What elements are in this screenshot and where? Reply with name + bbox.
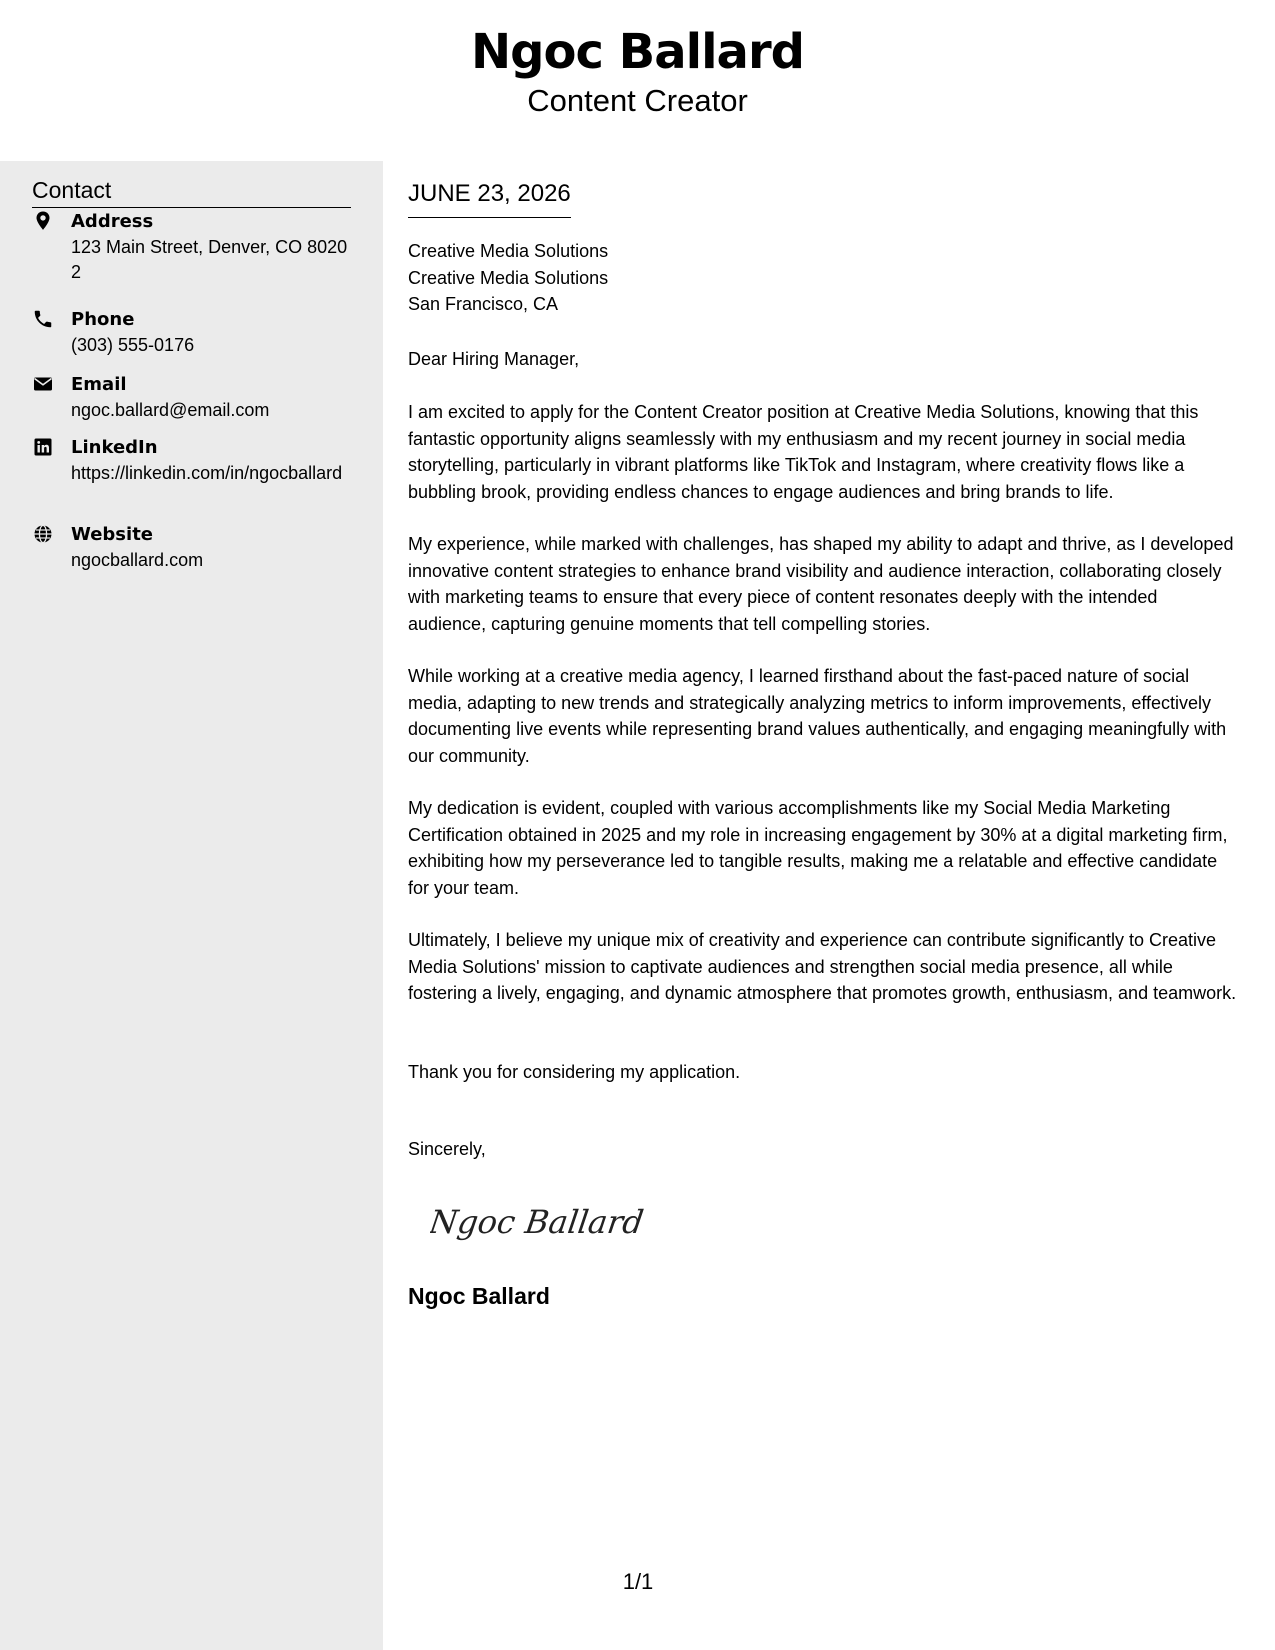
applicant-name: Ngoc Ballard bbox=[471, 24, 804, 80]
signer-name: Ngoc Ballard bbox=[408, 1283, 550, 1309]
page-number: 1/1 bbox=[622, 1569, 654, 1594]
recipient-line: Creative Media Solutions bbox=[408, 241, 609, 261]
contact-label: Address bbox=[71, 211, 154, 232]
contact-value: (303) 555-0176 bbox=[71, 335, 195, 355]
signature-image bbox=[430, 1191, 660, 1251]
letter-paragraph: My experience, while marked with challenges, has shaped my ability to adapt and thrive, as I developed innovative content strategies to enhance brand visibility and audience interaction, collaborating closely with marketing teams to ensure that every piece of content resonates deeply with the intended audience, capturing genuine moments that tell compelling stories. bbox=[408, 534, 1234, 634]
email-icon bbox=[32, 373, 54, 395]
letter-paragraph: I am excited to apply for the Content Creator position at Creative Media Solutions, knowing that this fantastic opportunity aligns seamlessly with my enthusiasm and my recent journey in social media storytelling, particularly in vibrant platforms like TikTok and Instagram, where creativity flows like a bubbling brook, providing endless chances to engage audiences and bring brands to life. bbox=[408, 402, 1199, 502]
contact-heading: Contact bbox=[32, 175, 351, 208]
applicant-role: Content Creator bbox=[527, 83, 748, 118]
recipient-line: Creative Media Solutions bbox=[408, 267, 609, 288]
contact-value: ngocballard.com bbox=[71, 550, 204, 570]
svg-text:Ngoc Ballard: Ngoc Ballard bbox=[430, 1203, 646, 1241]
contact-label: Phone bbox=[71, 309, 135, 330]
contact-value: ngoc.ballard@email.com bbox=[71, 400, 270, 420]
letter-paragraph: While working at a creative media agency, I learned firsthand about the fast-paced nature of social media, adapting to new trends and strategically analyzing metrics to inform improvements, effectively documenting live events while representing brand values authentically, and engaging meaningfully with our community. bbox=[408, 666, 1227, 766]
letter-date: JUNE 23, 2026 bbox=[408, 179, 571, 218]
linkedin-icon bbox=[32, 436, 54, 458]
contact-sidebar bbox=[0, 161, 383, 1650]
greeting: Dear Hiring Manager, bbox=[408, 349, 580, 369]
letter-paragraph: Ultimately, I believe my unique mix of creativity and experience can contribute significantly to Creative Media Solutions' mission to captivate audiences and strengthen social media presence, all while fostering a lively, engaging, and dynamic atmosphere that promotes growth, enthusiasm, and teamwork. bbox=[408, 930, 1237, 1003]
contact-label: LinkedIn bbox=[71, 437, 158, 458]
letter-header bbox=[0, 0, 1275, 161]
contact-label: Email bbox=[71, 374, 127, 395]
closing: Sincerely, bbox=[408, 1139, 486, 1159]
contact-value: 123 Main Street, Denver, CO 80202 bbox=[71, 237, 348, 282]
recipient-block bbox=[408, 238, 608, 318]
globe-icon bbox=[32, 523, 54, 545]
contact-value: https://linkedin.com/in/ngocballard bbox=[71, 463, 343, 483]
contact-label: Website bbox=[71, 524, 154, 545]
recipient-line: San Francisco, CA bbox=[408, 294, 559, 314]
letter-paragraph: My dedication is evident, coupled with various accomplishments like my Social Media Marketing Certification obtained in 2025 and my role in increasing engagement by 30% at a digital marketing firm, exhibiting how my perseverance led to tangible results, making me a relatable and effective candidate for your team. bbox=[408, 798, 1228, 898]
letter-paragraph: Thank you for considering my application. bbox=[408, 1062, 741, 1082]
location-pin-icon bbox=[32, 210, 54, 232]
phone-icon bbox=[32, 308, 54, 330]
